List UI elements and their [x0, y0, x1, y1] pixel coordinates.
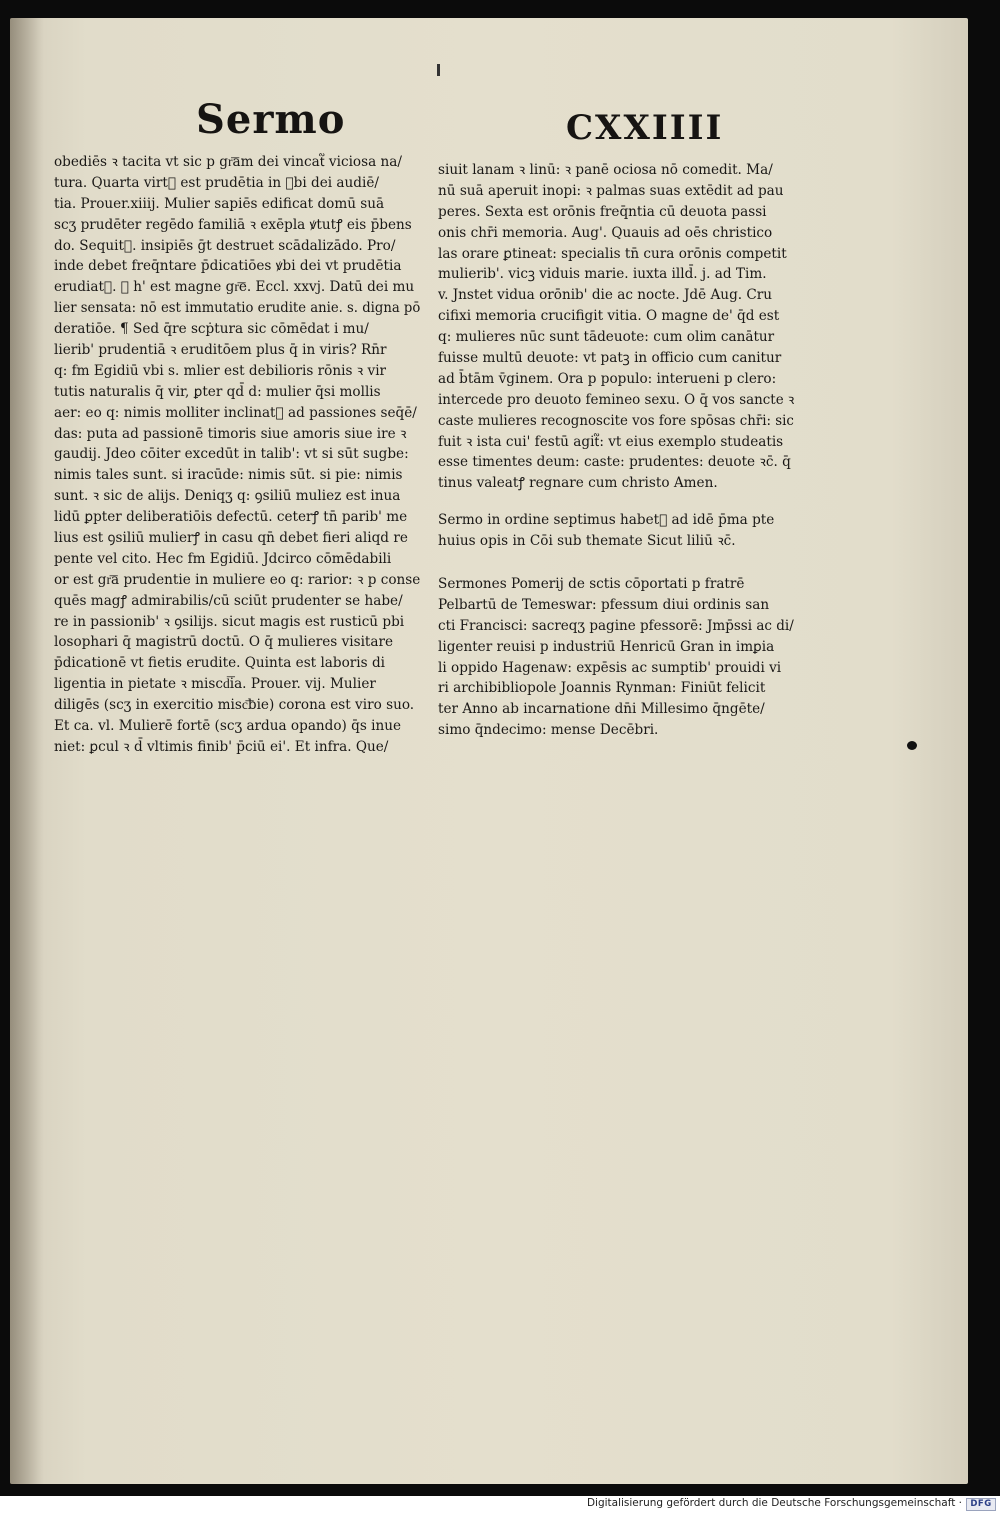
colophon-paragraph [438, 574, 794, 741]
text-line: fuit ꝛ ista cui' festū agit᷑: vt eius exemplo studeatis [438, 433, 784, 450]
text-line: pente vel cito. Hec fm Egidiū. Jdcirco cōmēdabili [54, 550, 392, 567]
text-line: las orare ꝑtineat: specialis tn̄ cura orōnis competit [438, 245, 787, 262]
text-line: simo q̄ndecimo: mense Decēbri. [438, 722, 659, 739]
dfg-logo-icon: DFG [966, 1498, 996, 1511]
text-line: inde debet freq̄ntare p̄dicatiōes ꝟbi dei vt prudētia [54, 258, 402, 275]
digitization-credit: Digitalisierung gefördert durch die Deutsche Forschungsgemeinschaft · [586, 1497, 962, 1509]
text-line: re in passionib' ꝛ ꝯsilijs. sicut magis est rusticū pbi [54, 613, 405, 630]
text-line: fuisse multū deuote: vt patꝫ in officio cum canitur [438, 350, 782, 367]
text-line: q: mulieres nūc sunt tādeuote: cum olim canātur [438, 329, 775, 346]
text-line: mulierib'. vicꝫ viduis marie. iuxta illd̄. j. ad Tim. [438, 266, 767, 283]
text-line: Pelbartū de Temeswar: pfessum diui ordinis san [438, 596, 770, 613]
text-line: cifixi memoria crucifigit vitia. O magne de' q̄d est [438, 308, 780, 325]
text-line: v. Jnstet vidua orōnib' die ac nocte. Jdē Aug. Cru [438, 287, 773, 304]
text-line: nimis tales sunt. si iracūde: nimis sūt. si pie: nimis [54, 467, 403, 484]
text-line: siuit lanam ꝛ linū: ꝛ panē ociosa nō comedit. Ma/ [438, 162, 773, 178]
text-line: erudiat᷑. ꝛ h' est magne gr͞e. Eccl. xxvj. Datū dei mu [54, 279, 415, 296]
text-line: Sermones Pomerij de sctis cōportati p fratrē [438, 576, 745, 593]
text-line: cti Francisci: sacreqʒ pagine pfessorē: Jmp̄ssi ac di/ [438, 617, 794, 634]
right-text-column [438, 160, 794, 741]
text-line: das: puta ad passionē timoris siue amoris siue ire ꝛ [54, 425, 407, 442]
text-line: losophari q̄ magistrū doctū. O q̄ mulieres visitare [54, 634, 394, 651]
text-line: ligenter reuisi p industriū Henricū Gran in imꝑia [438, 638, 775, 655]
text-line: gaudij. Jdeo cōiter excedūt in talib': vt si sūt sugbe: [54, 446, 409, 463]
text-line: q: fm Egidiū vbi s. mlier est debilioris rōnis ꝛ vir [54, 362, 387, 379]
text-line: ter Anno ab incarnatione dn̄i Millesimo q̄ngēte/ [438, 701, 765, 718]
text-line: niet: ꝑcul ꝛ d̄ vltimis finib' p̄ciū ei'. Et infra. Que/ [54, 738, 389, 755]
folio-number: CXXIIII [566, 108, 724, 148]
text-line: quēs magꝭ admirabilis/cū sciūt prudenter se habe/ [54, 592, 403, 609]
text-line: lier sensata: nō est immutatio erudite anie. s. digna pō [54, 300, 421, 317]
text-line: intercede pro deuoto femineo sexu. O q̄ vos sancte ꝛ [438, 391, 795, 408]
ink-mark [437, 64, 440, 76]
text-line: sunt. ꝛ sic de alijs. Deniqʒ q: ꝯsiliū muliez est inua [54, 488, 401, 505]
text-line: onis chr̄i memoria. Aug'. Quauis ad oēs christico [438, 224, 773, 241]
text-line: tutis naturalis q̄ vir, ꝑter qd̄ d: mulier q̄si mollis [54, 383, 381, 400]
text-line: ri archibibliopole Joannis Rynman: Finiūt felicit [438, 680, 766, 697]
text-line: do. Sequit᷑. insipiēs ḡt destruet scādalizādo. Pro/ [54, 237, 396, 254]
text-line: diligēs (scʒ in exercitio misc͞bie) corona est viro suo. [54, 697, 415, 714]
text-line: lierib' prudentiā ꝛ eruditōem plus q̄ in viris? Rn̄r [54, 342, 387, 359]
text-line: Sermo in ordine septimus habet᷑ ad idē p̄ma pte [438, 512, 775, 529]
text-line: tia. Prouer.xiiij. Mulier sapiēs edificat domū suā [54, 195, 385, 212]
closing-paragraph [438, 160, 794, 494]
text-line: obediēs ꝛ tacita vt sic p gr͞am dei vincat᷑ viciosa na/ [54, 154, 402, 170]
text-line: tinus valeatꝭ regnare cum christo Amen. [438, 475, 718, 492]
text-line: or est gr͞a prudentie in muliere eo q: rarior: ꝛ p conse [54, 571, 421, 588]
text-line: lius est ꝯsiliū mulierꝭ in casu qn̄ debet fieri aliqd re [54, 530, 408, 547]
text-line: deratiōe. ¶ Sed q̄re scṗtura sic cōmēdat i mu/ [54, 321, 369, 338]
left-text-column [54, 152, 420, 758]
page-gutter-shadow [10, 18, 44, 1484]
text-line: ligentia in pietate ꝛ miscd͞ia. Prouer. vij. Mulier [54, 676, 376, 693]
text-line: aer: eo q: nimis molliter inclinat᷑ ad passiones seq̄ē/ [54, 404, 417, 421]
text-line: huius opis in Cōi sub themate Sicut liliū ꝛc̄. [438, 533, 736, 550]
text-line: caste mulieres recognoscite vos fore spōsas chr̄i: sic [438, 412, 794, 429]
running-header: Sermo [196, 96, 346, 143]
text-line: li oppido Hagenaw: expēsis ac sumptib' prouidi vi [438, 659, 782, 676]
text-line: Et ca. vl. Mulierē fortē (scʒ ardua opando) q̄s inue [54, 718, 402, 735]
sermon-note-paragraph [438, 510, 794, 552]
text-line: nū suā aperuit inopi: ꝛ palmas suas extēdit ad pau [438, 182, 784, 199]
text-line: p̄dicationē vt fietis erudite. Quinta est laboris di [54, 655, 385, 672]
text-line: scʒ prudēter regēdo familiā ꝛ exēpla ꝟtutꝭ eis p̄bens [54, 216, 412, 233]
text-line: ad b̄tām v̄ginem. Ora p populo: interueni p clero: [438, 370, 777, 387]
text-line: peres. Sexta est orōnis freq̄ntia cū deuota passi [438, 203, 767, 220]
text-line: esse timentes deum: caste: prudentes: deuote ꝛc̄. q̄ [438, 454, 791, 471]
text-line: lidū ꝑpter deliberatiōis defectū. ceterꝭ tn̄ parib' me [54, 509, 408, 526]
text-line: tura. Quarta virt᷒ est prudētia in ꝟbi dei audiē/ [54, 174, 379, 191]
ink-blot [907, 741, 917, 750]
